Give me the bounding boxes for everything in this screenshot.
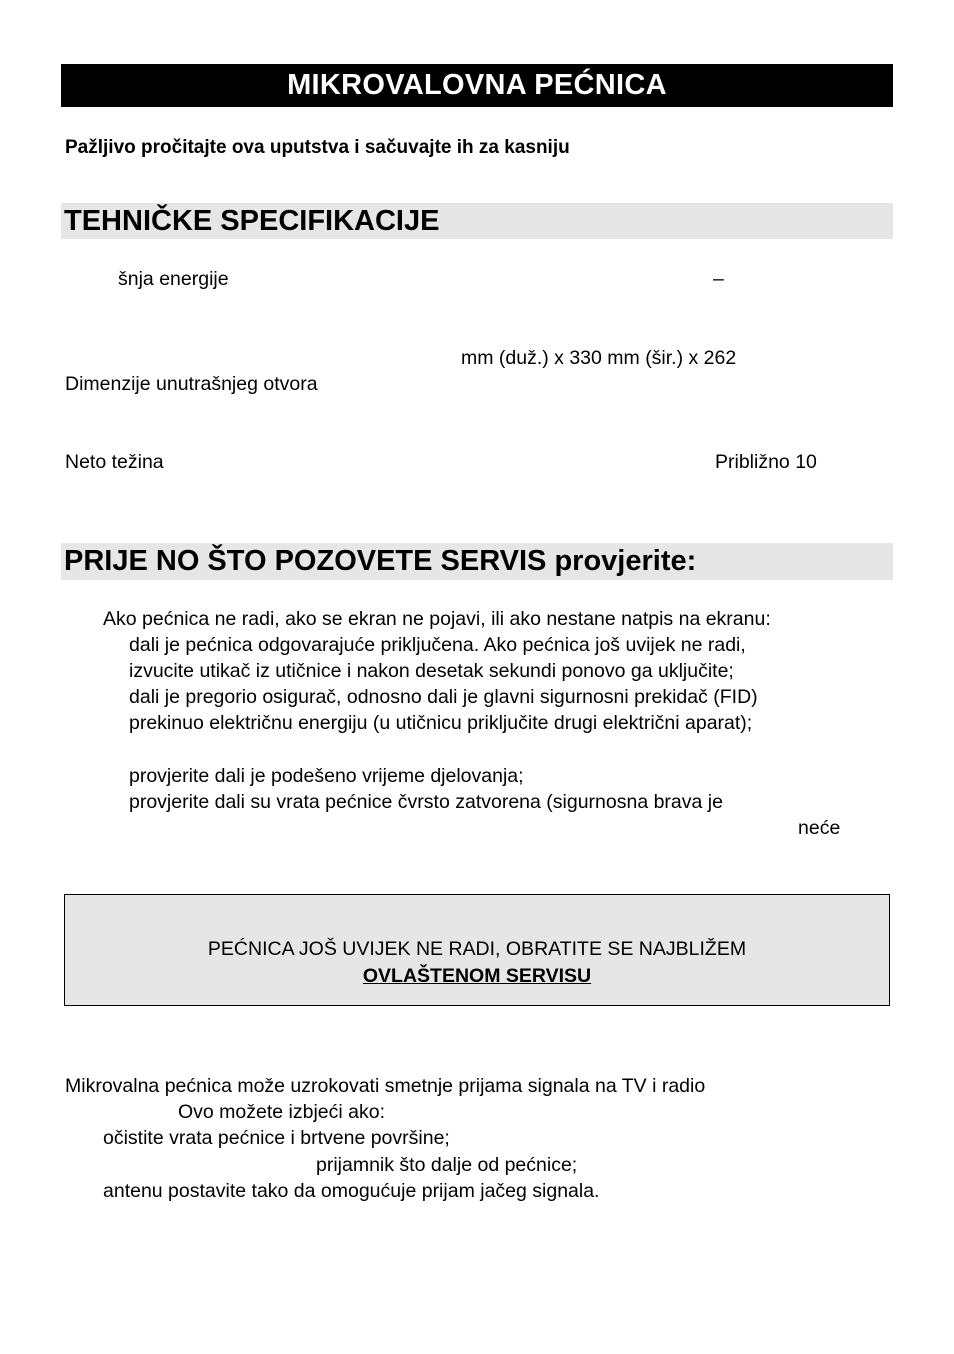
interference-line: Ovo možete izbjeći ako: bbox=[178, 1101, 386, 1123]
service-line: provjerite dali je podešeno vrijeme djelovanja; bbox=[129, 765, 524, 787]
spec-dimensions-value: mm (duž.) x 330 mm (šir.) x 262 bbox=[461, 347, 737, 369]
specs-heading: TEHNIČKE SPECIFIKACIJE bbox=[61, 203, 893, 239]
spec-energy-label: šnja energije bbox=[118, 268, 229, 290]
service-line: dali je pregorio osigurač, odnosno dali je glavni sigurnosni prekidač (FID) bbox=[129, 686, 758, 708]
interference-line: očistite vrata pećnice i brtvene površine; bbox=[103, 1127, 450, 1149]
service-line: Ako pećnica ne radi, ako se ekran ne pojavi, ili ako nestane natpis na ekranu: bbox=[103, 608, 771, 630]
service-line: neće bbox=[798, 817, 841, 839]
interference-line: antenu postavite tako da omogućuje prijam jačeg signala. bbox=[103, 1180, 600, 1202]
spec-weight-value: Približno 10 bbox=[715, 451, 817, 473]
spec-weight-label: Neto težina bbox=[65, 451, 164, 473]
interference-line: Mikrovalna pećnica može uzrokovati smetnje prijama signala na TV i radio bbox=[65, 1075, 706, 1097]
page-title: MIKROVALOVNA PEĆNICA bbox=[61, 64, 893, 107]
service-line: prekinuo električnu energiju (u utičnicu priključite drugi električni aparat); bbox=[129, 712, 753, 734]
service-heading: PRIJE NO ŠTO POZOVETE SERVIS provjerite: bbox=[61, 543, 893, 580]
spec-energy-value: – bbox=[713, 268, 724, 290]
service-line: provjerite dali su vrata pećnice čvrsto zatvorena (sigurnosna brava je bbox=[129, 791, 723, 813]
service-notice-box bbox=[64, 894, 890, 1006]
service-line: dali je pećnica odgovarajuće priključena. Ako pećnica još uvijek ne radi, bbox=[129, 634, 746, 656]
page-subtitle: Pažljivo pročitajte ova uputstva i sačuvajte ih za kasniju bbox=[65, 137, 570, 158]
interference-line: prijamnik što dalje od pećnice; bbox=[316, 1154, 578, 1176]
notice-line: PEĆNICA JOŠ UVIJEK NE RADI, OBRATITE SE NAJBLIŽEM bbox=[207, 938, 747, 960]
service-line: izvucite utikač iz utičnice i nakon desetak sekundi ponovo ga uključite; bbox=[129, 660, 734, 682]
spec-dimensions-label: Dimenzije unutrašnjeg otvora bbox=[65, 373, 318, 395]
notice-authorized-service: OVLAŠTENOM SERVISU bbox=[362, 965, 592, 987]
